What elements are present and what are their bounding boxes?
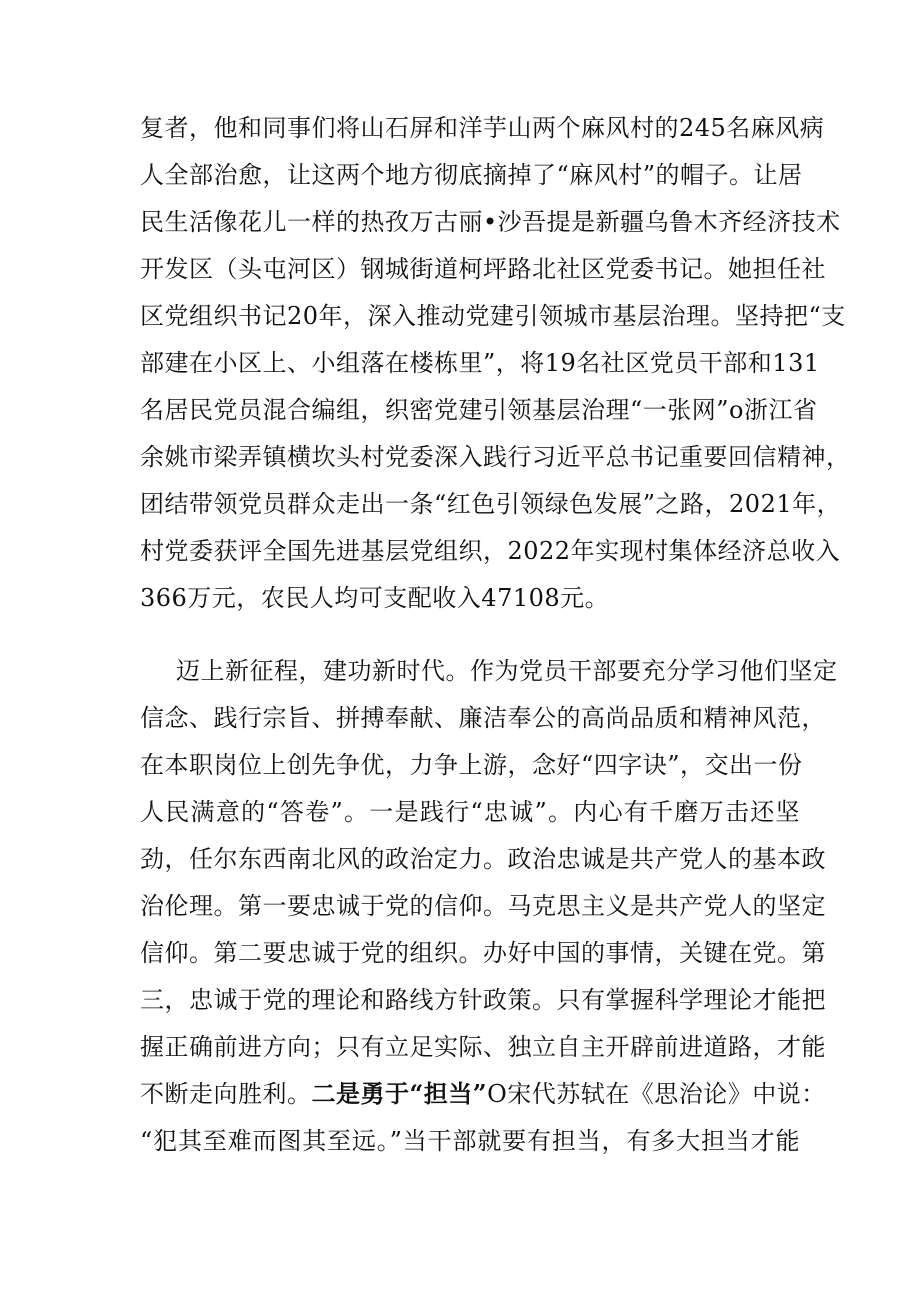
text-line: 迈上新征程，建功新时代。作为党员干部要充分学习他们坚定: [176, 657, 838, 685]
text-line: 名居民党员混合编组，织密党建引领基层治理“一张网”o浙江省: [140, 396, 818, 424]
text-span: O宋代苏轼在《思治论》中说：: [487, 1080, 826, 1108]
text-line: 余姚市梁弄镇横坎头村党委深入践行习近平总书记重要回信精神，: [140, 443, 851, 471]
text-line: 劲，任尔东西南北风的政治定力。政治忠诚是共产党人的基本政: [140, 845, 826, 873]
text-line: 村党委获评全国先进基层党组织，2022年实现村集体经济总收入: [140, 537, 841, 565]
text-line: 握正确前进方向；只有立足实际、独立自主开辟前进道路，才能: [140, 1033, 826, 1061]
text-line: 开发区（头屯河区）钢城街道柯坪路北社区党委书记。她担任社: [140, 255, 826, 283]
text-line: 复者，他和同事们将山石屏和洋芋山两个麻风村的245名麻风病: [140, 114, 825, 142]
text-line: 区党组织书记20年，深入推动党建引领城市基层治理。坚持把“支: [140, 302, 846, 330]
text-line: 团结带领党员群众走出一条“红色引领绿色发展”之路，2021年，: [140, 490, 842, 518]
text-line: 信念、践行宗旨、拼搏奉献、廉洁奉公的高尚品质和精神风范，: [140, 704, 826, 732]
text-line-with-bold: [140, 1074, 826, 1114]
text-line: “犯其至难而图其至远。”当干部就要有担当，有多大担当才能: [140, 1127, 800, 1155]
text-line: 信仰。第二要忠诚于党的组织。办好中国的事情，关键在党。第: [140, 939, 826, 967]
text-line: 在本职岗位上创先争优，力争上游，念好“四字诀”，交出一份: [140, 751, 803, 779]
text-line: 三，忠诚于党的理论和路线方针政策。只有掌握科学理论才能把: [140, 986, 826, 1014]
text-span: 不断走向胜利。: [140, 1080, 312, 1108]
text-line: 人全部治愈，让这两个地方彻底摘掉了“麻风村”的帽子。让居: [140, 161, 803, 189]
bold-heading-span: 二是勇于“担当”: [311, 1079, 488, 1108]
text-line: 治伦理。第一要忠诚于党的信仰。马克思主义是共产党人的坚定: [140, 892, 826, 920]
text-line: 民生活像花儿一样的热孜万古丽•沙吾提是新疆乌鲁木齐经济技术: [140, 208, 841, 236]
text-line: 人民满意的“答卷”。一是践行“忠诚”。内心有千磨万击还坚: [140, 798, 800, 826]
text-line: 部建在小区上、小组落在楼栋里”，将19名社区党员干部和131: [140, 349, 820, 377]
text-line: 366万元，农民人均可支配收入47108元。: [140, 584, 610, 612]
